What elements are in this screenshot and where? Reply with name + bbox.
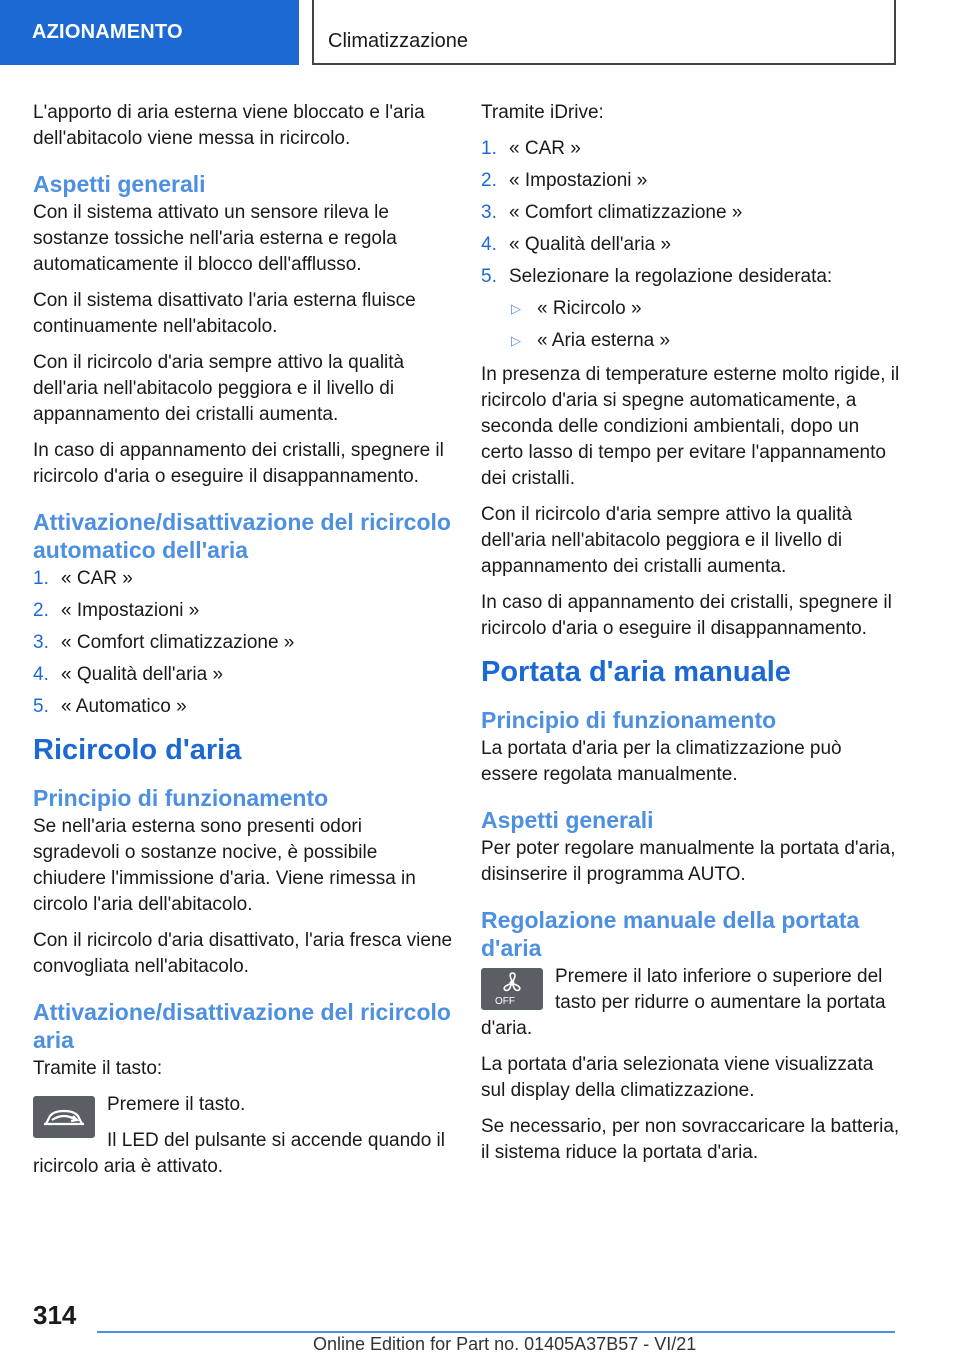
step-text: Selezionare la regolazione desiderata: xyxy=(509,266,833,287)
list-item xyxy=(481,136,901,162)
paragraph: Con il ricircolo d'aria disattivato, l'aria fresca viene convogliata nell'abitacolo. xyxy=(33,930,453,977)
list-item xyxy=(481,200,901,226)
paragraph: Il LED del pulsante si accende quando il ricircolo aria è attivato. xyxy=(33,1130,446,1177)
list-item xyxy=(33,566,453,592)
paragraph: Con il ricircolo d'aria sempre attivo la qualità dell'aria nell'abitacolo peggiora e il livello di appannamento dei cristalli aumenta. xyxy=(33,352,405,425)
paragraph: Premere il lato inferiore o superiore del tasto per ridurre o aumentare la portata d'aria. xyxy=(481,966,886,1039)
heading-principio: Principio di funzionamento xyxy=(481,707,777,733)
recirculation-icon xyxy=(40,1102,88,1132)
step-number: 3. xyxy=(33,632,49,653)
list-item xyxy=(33,662,453,688)
step-text: « Qualità dell'aria » xyxy=(61,664,224,685)
paragraph: Per poter regolare manualmente la portata d'aria, disinserire il programma AUTO. xyxy=(481,838,896,885)
paragraph: Se necessario, per non sovraccaricare la batteria, il sistema riduce la portata d'aria. xyxy=(481,1116,900,1163)
paragraph: Con il sistema disattivato l'aria esterna fluisce continuamente nell'abitacolo. xyxy=(33,290,416,337)
edition-info: Online Edition for Part no. 01405A37B57 - VI/21 xyxy=(313,1334,697,1354)
step-number: 2. xyxy=(481,170,497,191)
step-number: 5. xyxy=(481,266,497,287)
list-item xyxy=(33,694,453,720)
off-label: OFF xyxy=(495,996,515,1007)
paragraph: La portata d'aria per la climatizzazione può essere regolata manualmente. xyxy=(481,738,842,785)
paragraph: Tramite iDrive: xyxy=(481,102,604,123)
paragraph: La portata d'aria selezionata viene visualizzata sul display della climatizzazione. xyxy=(481,1054,874,1101)
step-text: « Impostazioni » xyxy=(61,600,200,621)
heading-attivazione-ricircolo: Attivazione/disattivazione del ricircolo aria xyxy=(33,999,451,1053)
paragraph: In presenza di temperature esterne molto rigide, il ricircolo d'aria si spegne automaticamente, a seconda delle condizioni ambientali, dopo un certo lasso di tempo per evitare l'appannamento dei cristalli. xyxy=(481,364,900,489)
intro-paragraph: L'apporto di aria esterna viene bloccato e l'aria dell'abitacolo viene messa in ricircolo. xyxy=(33,102,425,149)
page-number: 314 xyxy=(33,1300,77,1330)
paragraph: Premere il tasto. xyxy=(107,1094,246,1115)
heading-attivazione-automatico: Attivazione/disattivazione del ricircolo automatico dell'aria xyxy=(33,509,451,563)
step-number: 4. xyxy=(481,234,497,255)
step-number: 2. xyxy=(33,600,49,621)
step-number: 1. xyxy=(33,568,49,589)
list-item xyxy=(481,264,901,290)
fan-instruction xyxy=(481,964,901,1042)
step-text: « Comfort climatizzazione » xyxy=(61,632,295,653)
left-column xyxy=(33,100,453,1190)
fan-icon xyxy=(489,971,535,1007)
list-item xyxy=(481,328,901,354)
step-text: « Automatico » xyxy=(61,696,187,717)
step-text: « Impostazioni » xyxy=(509,170,648,191)
section-tab: AZIONAMENTO xyxy=(0,0,299,65)
recirculation-instruction xyxy=(33,1092,453,1180)
heading-regolazione-manuale: Regolazione manuale della portata d'aria xyxy=(481,907,860,961)
list-item xyxy=(481,168,901,194)
paragraph: In caso di appannamento dei cristalli, spegnere il ricircolo d'aria o eseguire il disappannamento. xyxy=(481,592,892,639)
paragraph: Tramite il tasto: xyxy=(33,1058,163,1079)
step-list xyxy=(481,136,901,290)
list-item xyxy=(33,598,453,624)
heading-principio: Principio di funzionamento xyxy=(33,785,329,811)
right-column xyxy=(481,100,901,1176)
triangle-bullet-icon: ▷ xyxy=(511,333,521,348)
step-text: « CAR » xyxy=(61,568,133,589)
step-number: 5. xyxy=(33,696,49,717)
option-text: « Aria esterna » xyxy=(537,330,671,351)
recirculation-button-image xyxy=(33,1096,95,1138)
step-number: 3. xyxy=(481,202,497,223)
heading-aspetti-generali: Aspetti generali xyxy=(481,807,654,833)
heading-portata-manuale: Portata d'aria manuale xyxy=(481,656,791,688)
step-text: « CAR » xyxy=(509,138,581,159)
chapter-title: Climatizzazione xyxy=(312,0,896,65)
paragraph: In caso di appannamento dei cristalli, spegnere il ricircolo d'aria o eseguire il disappannamento. xyxy=(33,440,444,487)
paragraph: Con il sistema attivato un sensore rileva le sostanze tossiche nell'aria esterna e regola automaticamente il blocco dell'afflusso. xyxy=(33,202,397,275)
step-number: 4. xyxy=(33,664,49,685)
heading-aspetti-generali: Aspetti generali xyxy=(33,171,206,197)
step-text: « Qualità dell'aria » xyxy=(509,234,672,255)
footer-divider xyxy=(97,1331,895,1333)
list-item xyxy=(481,296,901,322)
paragraph: Se nell'aria esterna sono presenti odori sgradevoli o sostanze nocive, è possibile chiudere l'immissione d'aria. Viene rimessa in circolo l'aria dell'abitacolo. xyxy=(33,816,416,915)
step-text: « Comfort climatizzazione » xyxy=(509,202,743,223)
triangle-bullet-icon: ▷ xyxy=(511,301,521,316)
step-number: 1. xyxy=(481,138,497,159)
step-list xyxy=(33,566,453,720)
list-item xyxy=(33,630,453,656)
paragraph: Con il ricircolo d'aria sempre attivo la qualità dell'aria nell'abitacolo peggiora e il livello di appannamento dei cristalli aumenta. xyxy=(481,504,853,577)
heading-ricircolo: Ricircolo d'aria xyxy=(33,734,242,766)
option-list xyxy=(481,296,901,354)
list-item xyxy=(481,232,901,258)
option-text: « Ricircolo » xyxy=(537,298,642,319)
fan-button-image xyxy=(481,968,543,1010)
